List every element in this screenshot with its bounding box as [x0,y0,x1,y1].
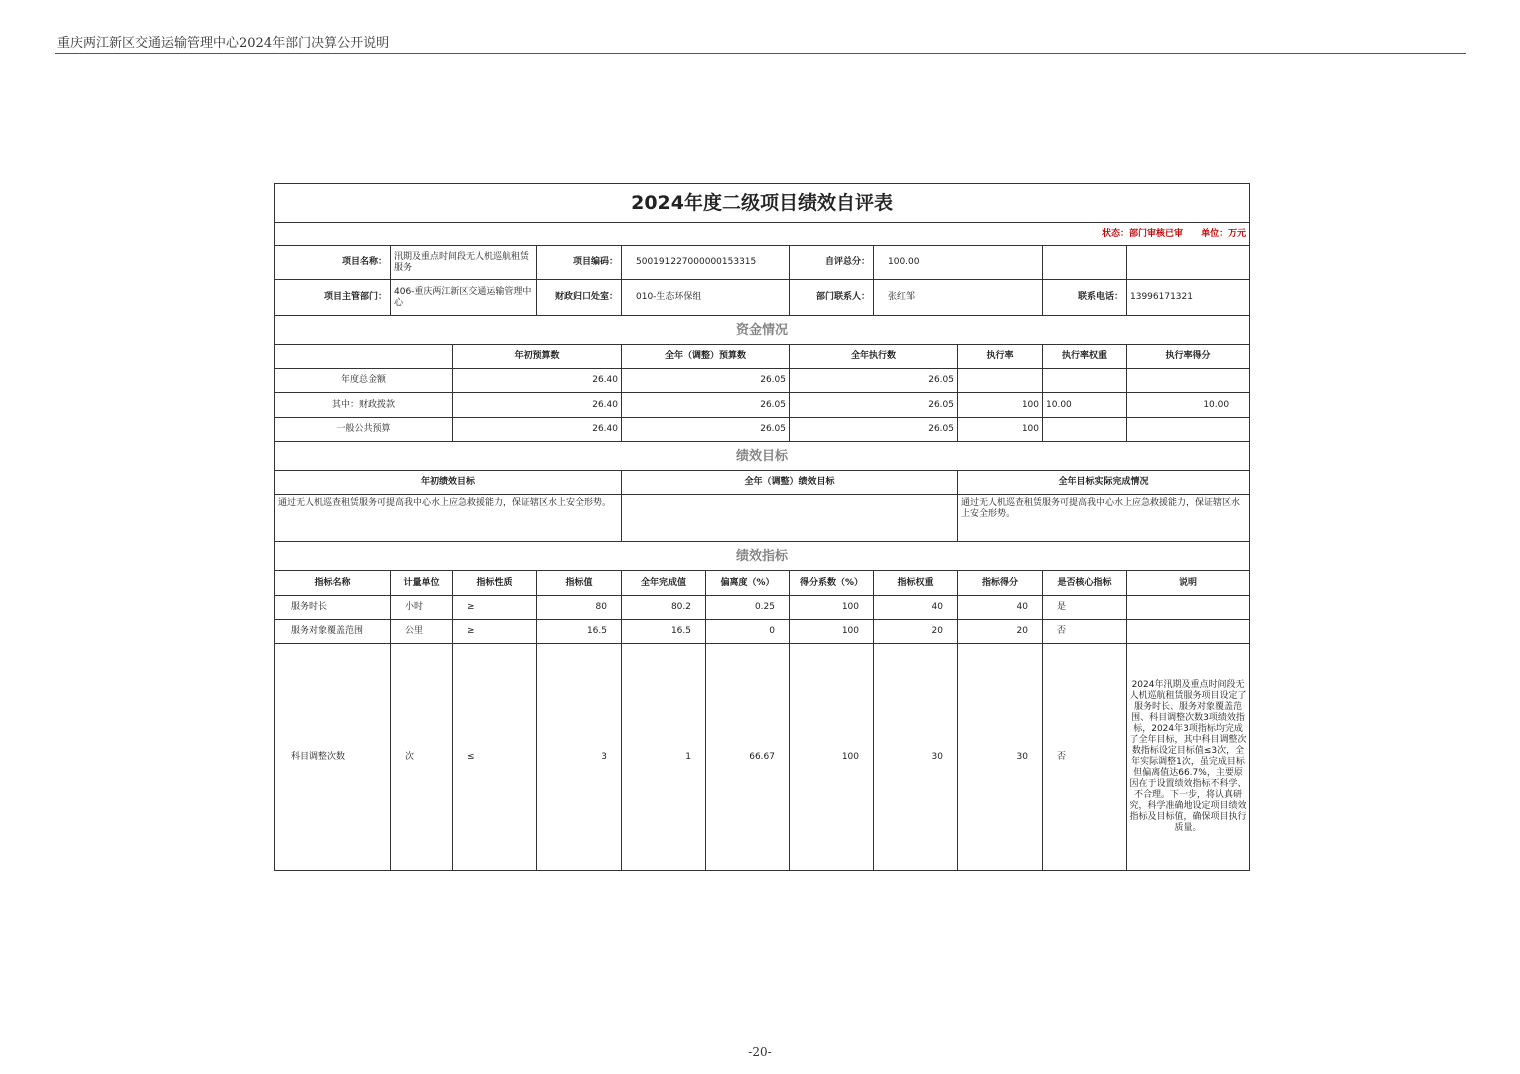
ind-deviation: 0.25 [706,596,790,620]
goals-header-initial: 年初绩效目标 [275,471,622,495]
dept-value: 406-重庆两江新区交通运输管理中心 [391,280,537,316]
ind-name: 服务对象覆盖范围 [275,620,391,644]
ind-unit: 公里 [391,620,453,644]
funds-initial: 26.40 [453,393,622,418]
funds-rate: 100 [958,393,1043,418]
contact-value: 张红邹 [874,280,1043,316]
ind-score: 20 [958,620,1043,644]
funds-adjusted: 26.05 [622,369,790,393]
funds-section-title: 资金情况 [275,316,1250,345]
ind-core: 是 [1043,596,1127,620]
finance-office-label: 财政归口处室： [537,280,622,316]
ind-header-note: 说明 [1127,571,1250,596]
ind-actual: 1 [622,644,706,871]
funds-rate: 100 [958,418,1043,442]
form-title: 2024年度二级项目绩效自评表 [275,184,1250,223]
goal-actual-text: 通过无人机巡查租赁服务可提高我中心水上应急救援能力，保证辖区水上安全形势。 [958,495,1250,542]
ind-nature: ≤ [453,644,537,871]
dept-label: 项目主管部门： [275,280,391,316]
funds-adjusted: 26.05 [622,393,790,418]
goals-section-title: 绩效目标 [275,442,1250,471]
funds-row-label: 一般公共预算 [275,418,453,442]
phone-value: 13996171321 [1127,280,1250,316]
ind-header-name: 指标名称 [275,571,391,596]
empty-cell [1127,246,1250,280]
ind-unit: 小时 [391,596,453,620]
status-row [275,223,1250,246]
funds-row [275,393,1250,418]
funds-score [1127,369,1250,393]
funds-header-adjusted: 全年（调整）预算数 [622,345,790,369]
funds-header-weight: 执行率权重 [1043,345,1127,369]
funds-executed: 26.05 [790,393,958,418]
goal-adjusted-text [622,495,958,542]
funds-row [275,369,1250,393]
ind-header-deviation: 偏离度（%） [706,571,790,596]
funds-initial: 26.40 [453,418,622,442]
ind-header-nature: 指标性质 [453,571,537,596]
ind-core: 否 [1043,620,1127,644]
ind-coef: 100 [790,644,874,871]
funds-initial: 26.40 [453,369,622,393]
funds-weight: 10.00 [1043,393,1127,418]
funds-row-label: 年度总金额 [275,369,453,393]
funds-weight [1043,418,1127,442]
project-name-label: 项目名称： [275,246,391,280]
goals-header-adjusted: 全年（调整）绩效目标 [622,471,958,495]
ind-target: 16.5 [537,620,622,644]
phone-label: 联系电话： [1043,280,1127,316]
funds-score [1127,418,1250,442]
ind-score: 40 [958,596,1043,620]
ind-weight: 30 [874,644,958,871]
funds-executed: 26.05 [790,369,958,393]
funds-rate [958,369,1043,393]
ind-header-actual: 全年完成值 [622,571,706,596]
header-divider [55,53,1466,54]
funds-row-label: 其中：财政拨款 [275,393,453,418]
ind-deviation: 66.67 [706,644,790,871]
ind-deviation: 0 [706,620,790,644]
funds-adjusted: 26.05 [622,418,790,442]
ind-target: 3 [537,644,622,871]
ind-note [1127,620,1250,644]
funds-executed: 26.05 [790,418,958,442]
empty-cell [1043,246,1127,280]
ind-header-core: 是否核心指标 [1043,571,1127,596]
funds-header-score: 执行率得分 [1127,345,1250,369]
funds-header-rate: 执行率 [958,345,1043,369]
ind-actual: 16.5 [622,620,706,644]
unit-text: 单位：万元 [1201,228,1247,239]
ind-name: 服务时长 [275,596,391,620]
ind-header-score: 指标得分 [958,571,1043,596]
indicators-section-title: 绩效指标 [275,542,1250,571]
contact-label: 部门联系人： [790,280,874,316]
ind-header-coef: 得分系数（%） [790,571,874,596]
funds-header-initial: 年初预算数 [453,345,622,369]
ind-actual: 80.2 [622,596,706,620]
project-code-value: 500191227000000153315 [622,246,790,280]
ind-nature: ≥ [453,596,537,620]
ind-name: 科目调整次数 [275,644,391,871]
ind-weight: 20 [874,620,958,644]
ind-header-unit: 计量单位 [391,571,453,596]
funds-header-blank [275,345,453,369]
ind-unit: 次 [391,644,453,871]
indicator-row [275,644,1250,871]
ind-header-weight: 指标权重 [874,571,958,596]
funds-score: 10.00 [1127,393,1250,418]
ind-header-target: 指标值 [537,571,622,596]
indicator-row [275,596,1250,620]
self-score-label: 自评总分： [790,246,874,280]
ind-coef: 100 [790,596,874,620]
goals-header-actual: 全年目标实际完成情况 [958,471,1250,495]
project-name-value: 汛期及重点时间段无人机巡航租赁服务 [391,246,537,280]
performance-evaluation-table [274,183,1250,871]
ind-weight: 40 [874,596,958,620]
ind-core: 否 [1043,644,1127,871]
project-code-label: 项目编码： [537,246,622,280]
funds-weight [1043,369,1127,393]
self-score-value: 100.00 [874,246,1043,280]
status-text: 状态：部门审核已审 [1102,228,1184,239]
ind-coef: 100 [790,620,874,644]
ind-note: 2024年汛期及重点时间段无人机巡航租赁服务项目设定了服务时长、服务对象覆盖范围、科目调整次数3项绩效指标，2024年3项指标均完成了全年目标，其中科目调整次数指标设定目标值≤3次，全年实际调整1次，虽完成目标但偏离值达66.7%，主要原因在于设置绩效指标不科学、不合理。下一步，将认真研究，科学准确地设定项目绩效指标及目标值，确保项目执行质量。 [1127,644,1250,871]
document-header-title: 重庆两江新区交通运输管理中心2024年部门决算公开说明 [57,36,390,51]
ind-note [1127,596,1250,620]
ind-score: 30 [958,644,1043,871]
funds-header-executed: 全年执行数 [790,345,958,369]
funds-row [275,418,1250,442]
page-number: -20- [748,1045,772,1059]
finance-office-value: 010-生态环保组 [622,280,790,316]
ind-target: 80 [537,596,622,620]
indicator-row [275,620,1250,644]
goal-initial-text: 通过无人机巡查租赁服务可提高我中心水上应急救援能力，保证辖区水上安全形势。 [275,495,622,542]
ind-nature: ≥ [453,620,537,644]
